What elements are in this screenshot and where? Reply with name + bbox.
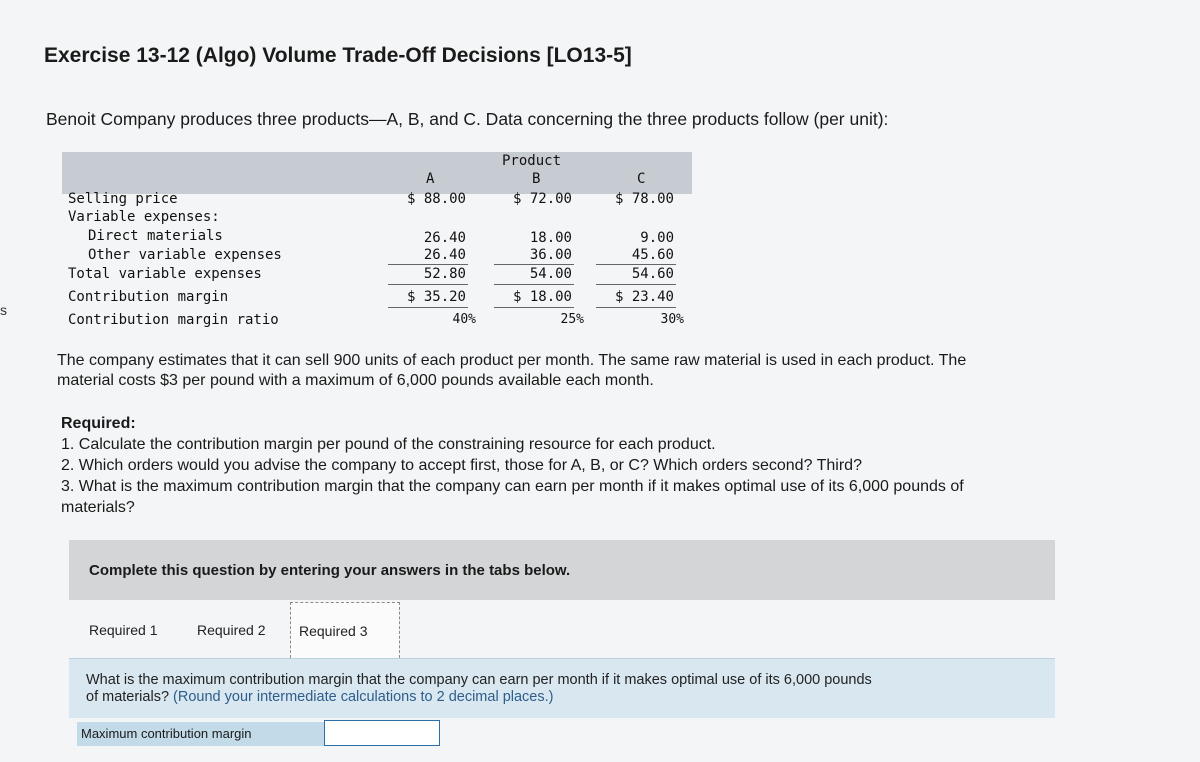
cell-c: 30% xyxy=(660,312,684,327)
row-label-other-variable-expenses: Other variable expenses xyxy=(88,247,282,263)
subtotal-rule xyxy=(596,307,676,308)
cell-a: 26.40 xyxy=(423,230,466,246)
cell-c: 54.60 xyxy=(631,266,674,282)
row-label-selling-price: Selling price xyxy=(68,191,178,207)
product-data-table xyxy=(62,150,692,330)
row-label-contribution-margin-ratio: Contribution margin ratio xyxy=(68,312,279,328)
subtotal-rule xyxy=(494,307,574,308)
edge-mark: s xyxy=(0,302,7,318)
cell-c: $ 23.40 xyxy=(614,289,674,305)
column-header-c: C xyxy=(637,171,646,187)
row-label-variable-expenses: Variable expenses: xyxy=(68,209,220,225)
cell-c: 9.00 xyxy=(640,230,674,246)
subtotal-rule xyxy=(388,264,468,265)
row-label-direct-materials: Direct materials xyxy=(88,228,223,244)
subtotal-rule xyxy=(494,284,574,285)
column-header-a: A xyxy=(426,171,435,187)
row-label-total-variable-expenses: Total variable expenses xyxy=(68,266,262,282)
subtotal-rule xyxy=(596,264,676,265)
required-item: 1. Calculate the contribution margin per pound of the constraining resource for each product. xyxy=(61,436,716,453)
cell-a: $ 88.00 xyxy=(406,191,466,207)
maximum-contribution-margin-input[interactable] xyxy=(324,720,440,746)
cell-a: 26.40 xyxy=(423,247,466,263)
required-section xyxy=(61,413,1151,518)
cell-a: 52.80 xyxy=(423,266,466,282)
instruction-bar xyxy=(69,540,1055,600)
cell-b: 36.00 xyxy=(529,247,572,263)
cell-b: 54.00 xyxy=(529,266,572,282)
cell-b: $ 18.00 xyxy=(512,289,572,305)
tab-required-3[interactable]: Required 3 xyxy=(290,602,400,658)
answer-label: Maximum contribution margin xyxy=(77,722,324,746)
subtotal-rule xyxy=(494,264,574,265)
intro-text: Benoit Company produces three products—A, B, and C. Data concerning the three products follow (per unit): xyxy=(46,109,889,129)
instruction-text: Complete this question by entering your answers in the tabs below. xyxy=(89,561,571,579)
rounding-note: (Round your intermediate calculations to 2 decimal places.) xyxy=(173,689,554,705)
column-header-b: B xyxy=(532,171,541,187)
question-panel xyxy=(69,658,1055,718)
estimate-line: material costs $3 per pound with a maximum of 6,000 pounds available each month. xyxy=(57,372,654,389)
required-item: 2. Which orders would you advise the company to accept first, those for A, B, or C? Which orders second? Third? xyxy=(61,457,862,474)
tab-required-2[interactable]: Required 2 xyxy=(197,622,266,638)
required-heading: Required: xyxy=(61,415,136,432)
cell-c: 45.60 xyxy=(631,247,674,263)
required-item: 3. What is the maximum contribution margin that the company can earn per month if it makes optimal use of its 6,000 pounds of xyxy=(61,478,964,495)
cell-b: 18.00 xyxy=(529,230,572,246)
subtotal-rule xyxy=(388,307,468,308)
cell-b: 25% xyxy=(560,312,584,327)
subtotal-rule xyxy=(596,284,676,285)
table-header-band xyxy=(62,152,692,170)
cell-a: 40% xyxy=(452,312,476,327)
cell-a: $ 35.20 xyxy=(406,289,466,305)
question-text: What is the maximum contribution margin that the company can earn per month if it makes optimal use of its 6,000 pounds xyxy=(86,672,872,688)
product-header: Product xyxy=(502,153,562,169)
required-item: materials? xyxy=(61,499,135,516)
row-label-contribution-margin: Contribution margin xyxy=(68,289,229,305)
exercise-title: Exercise 13-12 (Algo) Volume Trade-Off Decisions [LO13-5] xyxy=(44,44,632,67)
estimate-line: The company estimates that it can sell 900 units of each product per month. The same raw material is used in each product. The xyxy=(57,352,967,369)
cell-c: $ 78.00 xyxy=(614,191,674,207)
question-text: of materials? xyxy=(86,689,170,705)
subtotal-rule xyxy=(388,284,468,285)
cell-b: $ 72.00 xyxy=(512,191,572,207)
tab-required-1[interactable]: Required 1 xyxy=(89,622,158,638)
